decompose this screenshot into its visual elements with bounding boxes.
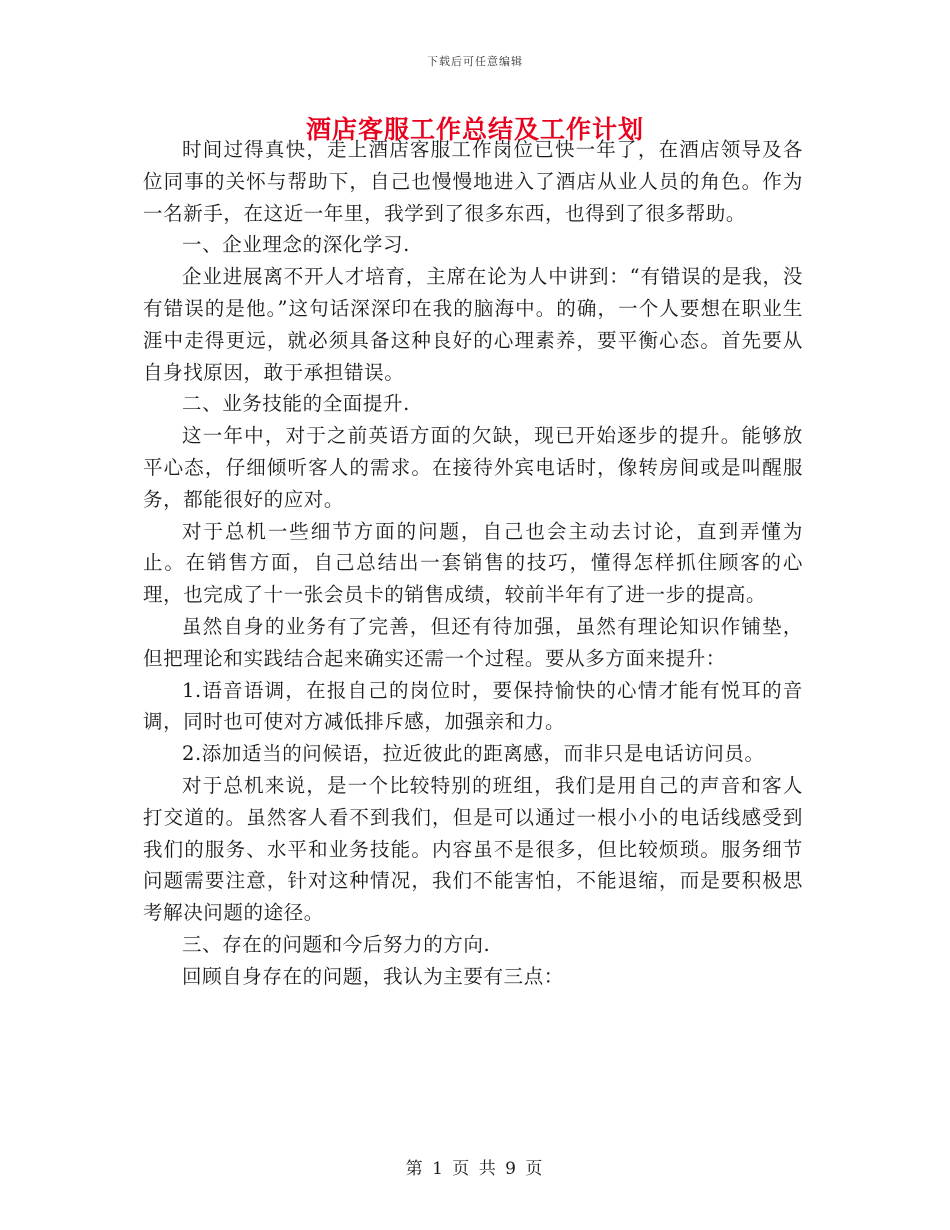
paragraph-section-2b: 对于总机一些细节方面的问题，自己也会主动去讨论，直到弄懂为止。在销售方面，自己总结出一套销售的技巧，懂得怎样抓住顾客的心理，也完成了十一张会员卡的销售成绩，较前半年有了进一步的提高。 [143, 519, 803, 607]
section-heading-3: 三、存在的问题和今后努力的方向. [182, 932, 491, 956]
paragraph-section-3: 回顾自身存在的问题，我认为主要有三点： [182, 964, 564, 988]
page-footer: 第 1 页 共 9 页 [405, 1159, 545, 1179]
document-body [143, 134, 803, 993]
section-heading-2: 二、业务技能的全面提升. [182, 392, 410, 416]
list-item-1: 1.语音语调，在报自己的岗位时，要保持愉快的心情才能有悦耳的音调，同时也可使对方减低排斥感，加强亲和力。 [143, 678, 803, 734]
paragraph-section-2c: 虽然自身的业务有了完善，但还有待加强，虽然有理论知识作铺垫，但把理论和实践结合起来确实还需一个过程。要从多方面来提升： [143, 614, 803, 670]
paragraph-section-2d: 对于总机来说，是一个比较特别的班组，我们是用自己的声音和客人打交道的。虽然客人看不到我们，但是可以通过一根小小的电话线感受到我们的服务、水平和业务技能。内容虽不是很多，但比较烦琐。服务细节问题需要注意，针对这种情况，我们不能害怕，不能退缩，而是要积极思考解决问题的途径。 [143, 773, 803, 925]
paragraph-section-1: 企业进展离不开人才培育，主席在论为人中讲到：“有错误的是我，没有错误的是他。”这句话深深印在我的脑海中。的确，一个人要想在职业生涯中走得更远，就必须具备这种良好的心理素养，要平衡心态。首先要从自身找原因，敢于承担错误。 [143, 265, 803, 384]
list-item-2: 2.添加适当的问候语，拉近彼此的距离感，而非只是电话访问员。 [182, 742, 765, 766]
paragraph-section-2a: 这一年中，对于之前英语方面的欠缺，现已开始逐步的提升。能够放平心态，仔细倾听客人的需求。在接待外宾电话时，像转房间或是叫醒服务，都能很好的应对。 [143, 424, 803, 511]
header-note: 下载后可任意编辑 [427, 55, 523, 68]
document-title: 酒店客服工作总结及工作计划 [305, 115, 644, 144]
section-heading-1: 一、企业理念的深化学习. [182, 233, 410, 257]
paragraph-intro: 时间过得真快，走上酒店客服工作岗位已快一年了，在酒店领导及各位同事的关怀与帮助下，自己也慢慢地进入了酒店从业人员的角色。作为一名新手，在这近一年里，我学到了很多东西，也得到了很多帮助。 [143, 138, 803, 225]
